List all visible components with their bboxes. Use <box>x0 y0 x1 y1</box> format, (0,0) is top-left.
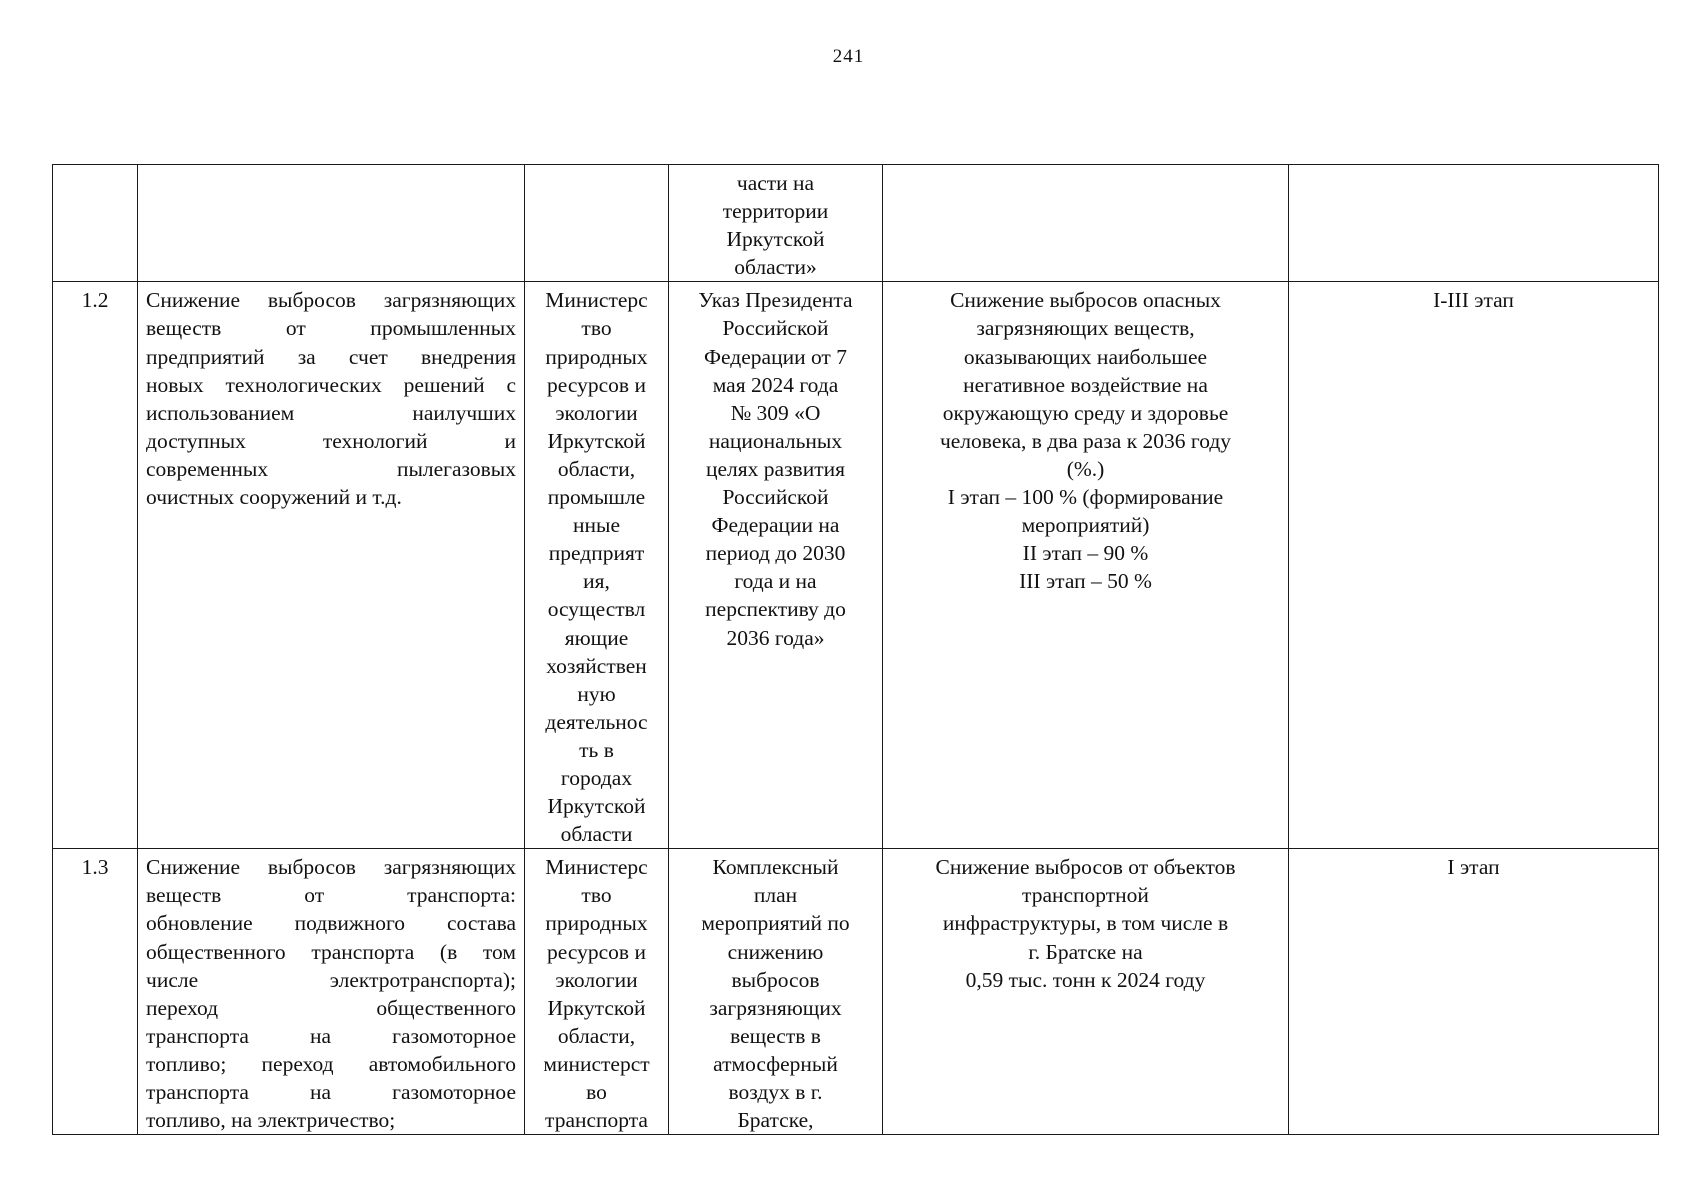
cell-line: целях развития <box>705 456 846 481</box>
cell-line: период до 2030 <box>705 541 846 566</box>
basis-cell <box>669 165 883 282</box>
cell-line: экологии <box>555 400 638 425</box>
cell-line: негативное воздействие на <box>963 372 1208 397</box>
row-number: 1.3 <box>81 855 109 880</box>
cell-line: области, <box>557 456 636 481</box>
cell-line: во <box>586 1080 607 1104</box>
cell-line: III этап – 50 % <box>1019 569 1152 594</box>
cell-line: оказывающих наибольшее <box>963 344 1208 369</box>
stage-cell <box>1289 849 1659 1135</box>
cell-line: экологии <box>555 967 638 992</box>
cell-line: доступных технологий и <box>146 428 516 453</box>
cell-line: Снижение выбросов опасных <box>950 288 1221 313</box>
cell-line: предприят <box>548 541 645 566</box>
activity-cell <box>138 282 525 849</box>
cell-line: Федерации на <box>711 513 840 538</box>
cell-line: Иркутской <box>547 995 646 1020</box>
cell-line: 0,59 тыс. тонн к 2024 году <box>965 967 1206 992</box>
cell-line: Иркутской <box>726 227 825 252</box>
executor-cell <box>525 849 669 1135</box>
cell-line: воздух в г. <box>728 1080 823 1104</box>
cell-line: инфраструктуры, в том числе в <box>942 911 1229 936</box>
cell-line: Снижение выбросов загрязняющих <box>146 288 516 313</box>
cell-line: переход общественного <box>146 995 516 1020</box>
result-cell <box>883 282 1289 849</box>
cell-line: Министерс <box>545 288 648 313</box>
activities-table <box>52 164 1659 1135</box>
cell-line: области» <box>734 255 817 280</box>
result-cell <box>883 165 1289 282</box>
cell-line: национальных <box>708 428 843 453</box>
cell-line: тво <box>581 316 612 341</box>
cell-line: 2036 года» <box>726 625 825 650</box>
cell-line: мероприятий по <box>701 911 850 936</box>
cell-line: Иркутской <box>547 428 646 453</box>
cell-line: веществ от транспорта: <box>146 883 516 908</box>
cell-line: Указ Президента <box>698 288 853 313</box>
stage-cell <box>1289 282 1659 849</box>
cell-line: транспорта на газомоторное <box>146 1080 516 1104</box>
cell-line: использованием наилучших <box>146 400 516 425</box>
cell-line: области, <box>557 1023 636 1048</box>
cell-line: Снижение выбросов загрязняющих <box>146 855 516 880</box>
cell-line: веществ в <box>730 1023 821 1048</box>
cell-line: городах <box>560 765 633 790</box>
cell-line: г. Братске на <box>1028 939 1143 964</box>
cell-line: ия, <box>583 569 610 594</box>
row-number-cell <box>53 165 138 282</box>
cell-line: Федерации от 7 <box>704 344 847 369</box>
cell-line: общественного транспорта (в том <box>146 939 516 964</box>
stage-label: I этап <box>1447 855 1500 880</box>
cell-line: снижению <box>727 939 824 964</box>
cell-line: ресурсов и <box>547 372 646 397</box>
cell-line: осуществл <box>547 597 646 622</box>
cell-line: очистных сооружений и т.д. <box>146 485 402 510</box>
cell-line: ную <box>577 681 616 706</box>
row-number-cell <box>53 849 138 1135</box>
executor-cell <box>525 282 669 849</box>
cell-line: мая 2024 года <box>712 372 839 397</box>
cell-line: числе электротранспорта); <box>146 967 516 992</box>
cell-line: топливо, на электричество; <box>146 1108 396 1133</box>
activity-cell <box>138 849 525 1135</box>
cell-line: окружающую среду и здоровье <box>942 400 1229 425</box>
basis-cell <box>669 849 883 1135</box>
cell-line: загрязняющих веществ, <box>976 316 1195 341</box>
result-cell <box>883 849 1289 1135</box>
cell-line: Министерс <box>545 855 648 880</box>
cell-line: транспорта <box>545 1108 648 1133</box>
cell-line: Братске, <box>737 1108 814 1133</box>
cell-line: мероприятий) <box>1021 513 1150 538</box>
cell-line: атмосферный <box>713 1051 838 1076</box>
cell-line: министерст <box>543 1051 650 1076</box>
cell-line: территории <box>722 199 829 224</box>
cell-line: № 309 «О <box>730 400 821 425</box>
cell-line: ресурсов и <box>547 939 646 964</box>
cell-line: Снижение выбросов от объектов <box>935 855 1236 880</box>
cell-line: II этап – 90 % <box>1022 541 1149 566</box>
cell-line: современных пылегазовых <box>146 456 516 481</box>
cell-line: I этап – 100 % (формирование <box>947 485 1224 510</box>
cell-line: обновление подвижного состава <box>146 911 516 936</box>
activity-cell <box>138 165 525 282</box>
table-row <box>53 282 1659 849</box>
cell-line: выбросов <box>731 967 820 992</box>
executor-cell <box>525 165 669 282</box>
cell-line: предприятий за счет внедрения <box>146 344 516 369</box>
cell-line: нные <box>573 513 620 538</box>
page-number: 241 <box>832 46 865 67</box>
cell-line: Комплексный <box>712 855 839 880</box>
cell-line: природных <box>545 911 648 936</box>
stage-cell <box>1289 165 1659 282</box>
row-number: 1.2 <box>81 288 109 313</box>
cell-line: веществ от промышленных <box>146 316 516 341</box>
cell-line: новых технологических решений с <box>146 372 516 397</box>
cell-line: топливо; переход автомобильного <box>146 1051 516 1076</box>
cell-line: план <box>753 883 798 908</box>
cell-line: природных <box>545 344 648 369</box>
cell-line: части на <box>736 171 815 195</box>
cell-line: транспортной <box>1022 883 1149 908</box>
cell-line: Иркутской <box>547 794 646 819</box>
cell-line: транспорта на газомоторное <box>146 1023 516 1048</box>
cell-line: Российской <box>722 316 829 341</box>
cell-line: года и на <box>734 569 817 594</box>
basis-cell <box>669 282 883 849</box>
table-row <box>53 165 1659 282</box>
cell-line: яющие <box>564 625 629 650</box>
cell-line: Российской <box>722 485 829 510</box>
cell-line: хозяйствен <box>546 653 647 678</box>
cell-line: перспективу до <box>705 597 846 622</box>
cell-line: человека, в два раза к 2036 году <box>939 428 1232 453</box>
cell-line: области <box>560 822 633 847</box>
cell-line: (%.) <box>1066 456 1105 481</box>
cell-line: деятельнос <box>545 709 648 734</box>
cell-line: тво <box>581 883 612 908</box>
cell-line: загрязняющих <box>709 995 842 1020</box>
table-row <box>53 849 1659 1135</box>
stage-label: I-III этап <box>1433 288 1514 313</box>
row-number-cell <box>53 282 138 849</box>
cell-line: ть в <box>579 737 614 762</box>
cell-line: промышле <box>547 485 646 510</box>
